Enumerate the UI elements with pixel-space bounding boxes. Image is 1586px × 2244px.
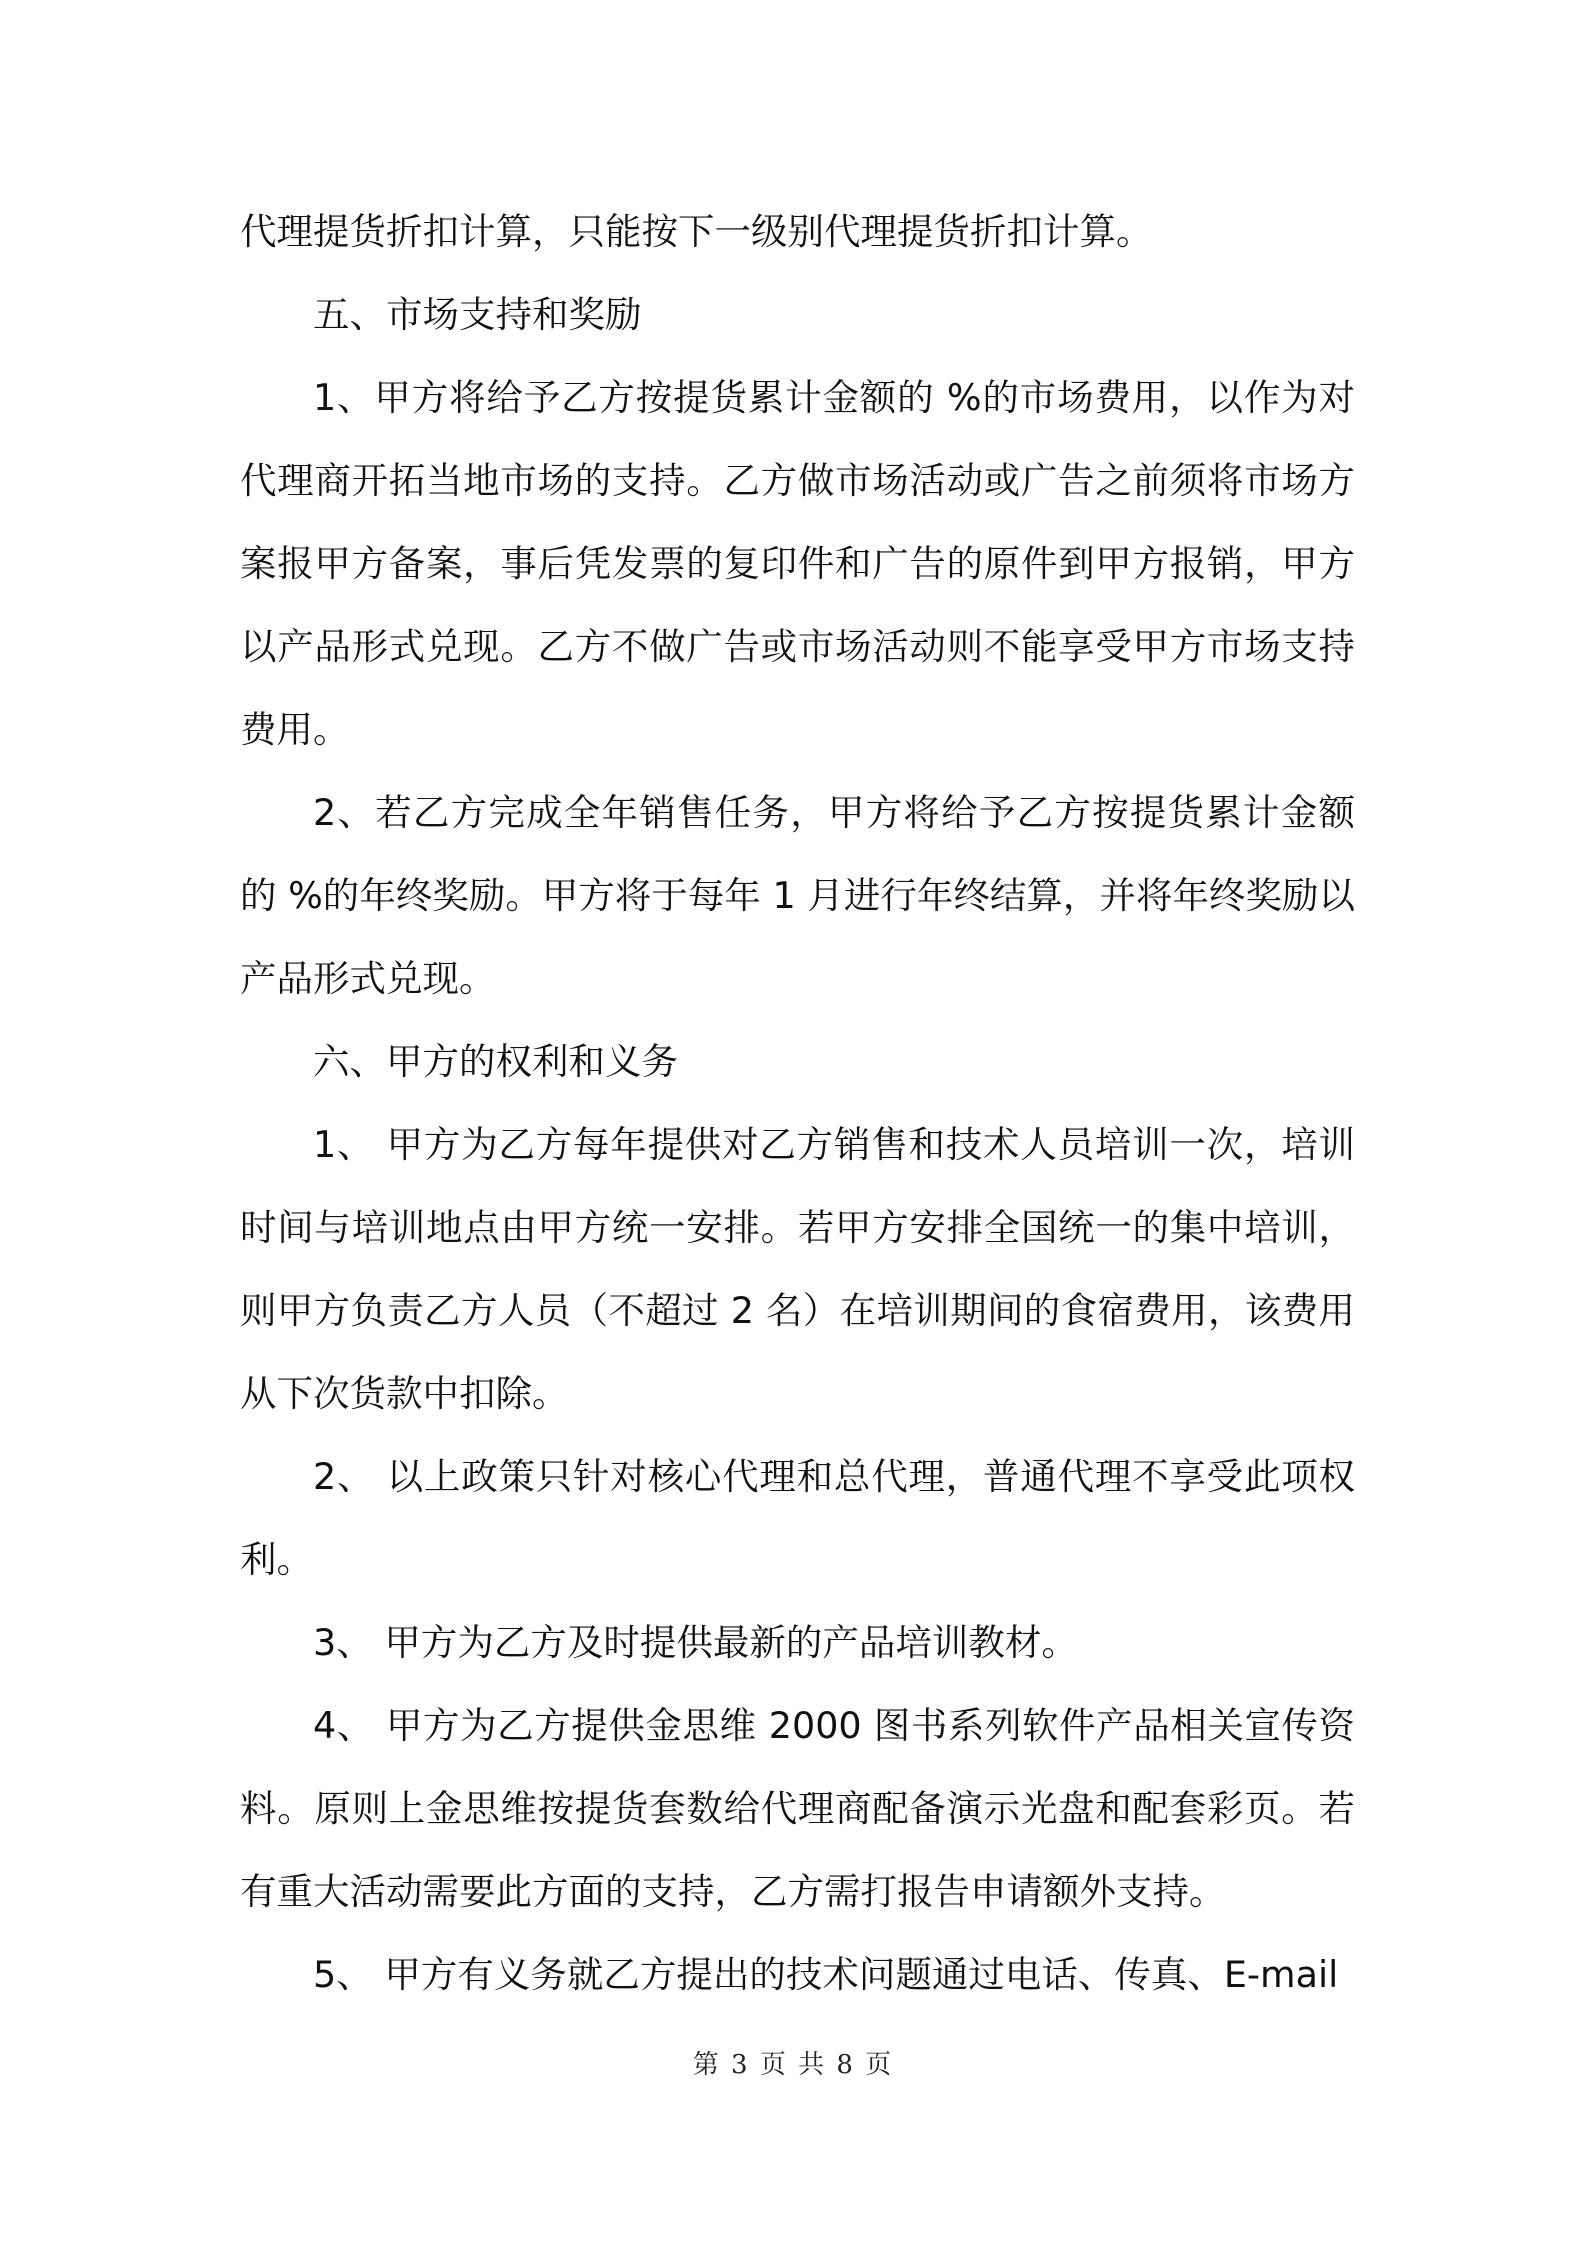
paragraph-training-materials: 3、 甲方为乙方及时提供最新的产品培训教材。 [313,1621,1078,1664]
paragraph-continuation: 代理提货折扣计算，只能按下一级别代理提货折扣计算。 [240,210,1153,253]
paragraph-technical-support: 5、 甲方有义务就乙方提出的技术问题通过电话、传真、E-mail [313,1953,1339,1996]
section-heading-party-a-rights: 六、甲方的权利和义务 [313,1040,678,1083]
paragraph-policy-scope: 2、 以上政策只针对核心代理和总代理，普通代理不享受此项权利。 [240,1455,1355,1581]
page-number-footer: 第 3 页 共 8 页 [692,2050,894,2080]
paragraph-year-end-reward: 2、若乙方完成全年销售任务，甲方将给予乙方按提货累计金额的 %的年终奖励。甲方将于每年 1 月进行年终结算，并将年终奖励以产品形式兑现。 [240,791,1355,1000]
paragraph-training: 1、 甲方为乙方每年提供对乙方销售和技术人员培训一次，培训时间与培训地点由甲方统一安排。若甲方安排全国统一的集中培训，则甲方负责乙方人员（不超过 2 名）在培训期间的食宿费用，该费用从下次货款中扣除。 [240,1123,1355,1415]
paragraph-market-fee: 1、甲方将给予乙方按提货累计金额的 %的市场费用，以作为对代理商开拓当地市场的支持。乙方做市场活动或广告之前须将市场方案报甲方备案，事后凭发票的复印件和广告的原件到甲方报销，甲方以产品形式兑现。乙方不做广告或市场活动则不能享受甲方市场支持费用。 [240,376,1355,751]
document-body [240,190,1355,2016]
section-heading-market-support: 五、市场支持和奖励 [313,293,642,336]
paragraph-promotional-materials: 4、 甲方为乙方提供金思维 2000 图书系列软件产品相关宣传资料。原则上金思维按提货套数给代理商配备演示光盘和配套彩页。若有重大活动需要此方面的支持，乙方需打报告申请额外支持。 [240,1704,1355,1913]
